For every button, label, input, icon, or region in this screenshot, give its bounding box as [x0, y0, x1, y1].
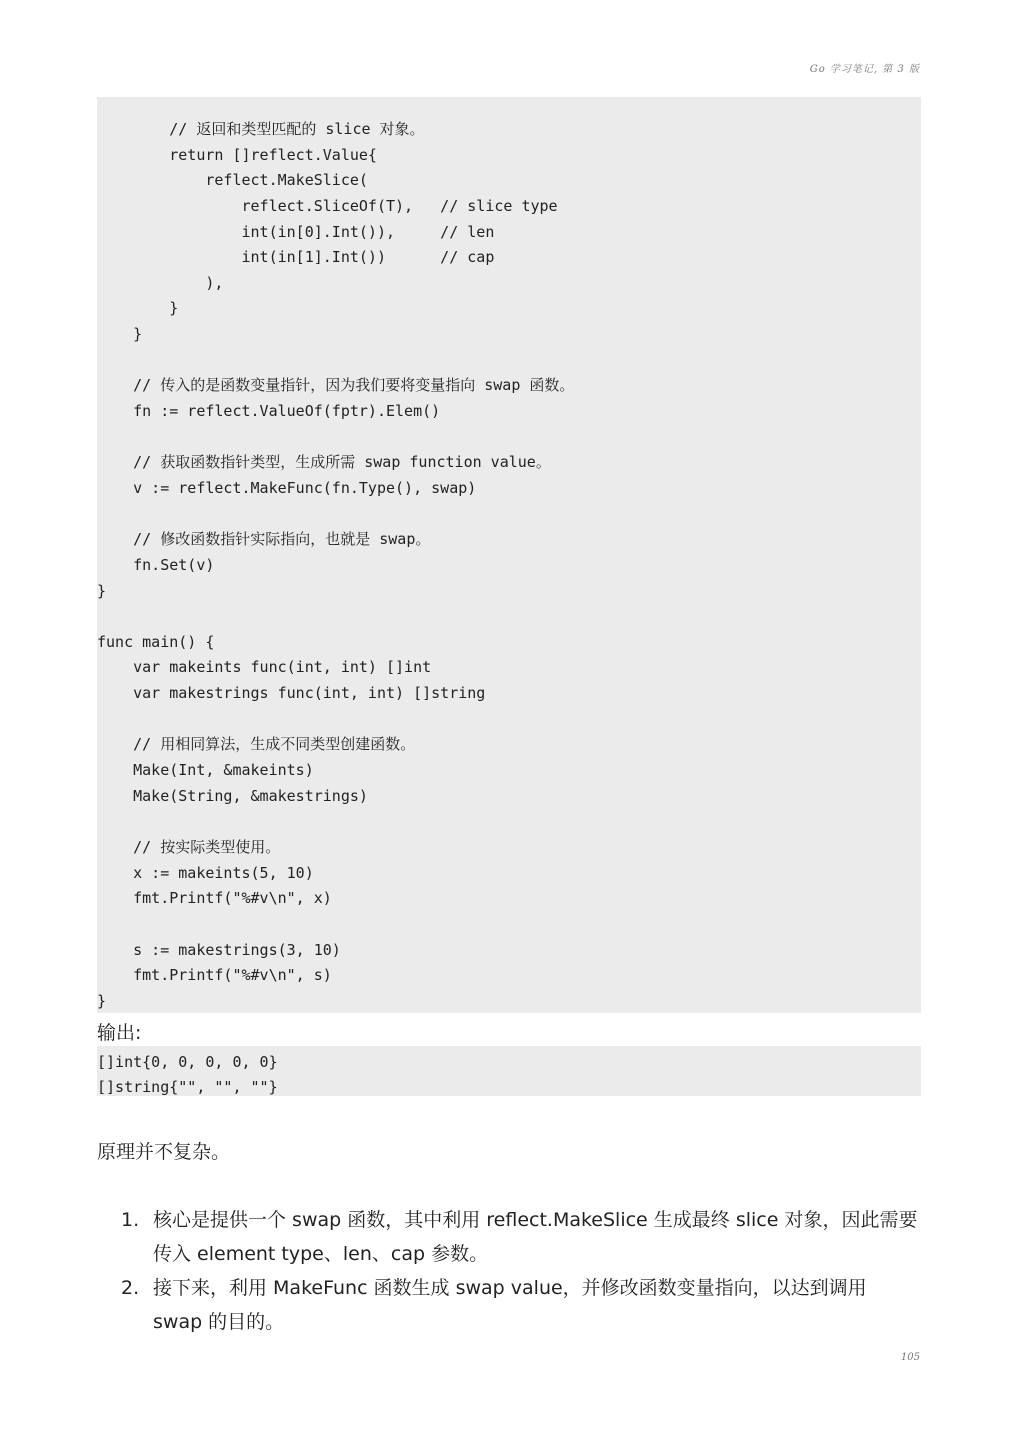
code-line: reflect.MakeSlice(	[97, 171, 368, 190]
numbered-list	[97, 1203, 921, 1339]
code-line: // 按实际类型使用。	[97, 837, 281, 856]
code-line: ),	[97, 273, 224, 292]
code-line: // 传入的是函数变量指针，因为我们要将变量指向 swap 函数。	[97, 376, 575, 395]
code-block-main	[97, 97, 921, 1013]
paragraph: 原理并不复杂。	[97, 1141, 231, 1163]
code-line: x := makeints(5, 10)	[97, 863, 314, 882]
page-number: 105	[900, 1352, 920, 1363]
code-line: v := reflect.MakeFunc(fn.Type(), swap)	[97, 478, 477, 497]
code-line: int(in[0].Int()), // len	[97, 222, 495, 241]
list-item-number: 1.	[121, 1209, 140, 1231]
code-line: Make(String, &makestrings)	[97, 786, 368, 805]
code-line: []int{0, 0, 0, 0, 0}	[97, 1053, 278, 1071]
code-line: }	[97, 325, 143, 344]
list-item	[97, 1271, 921, 1339]
code-line: []string{"", "", ""}	[97, 1078, 278, 1096]
code-line: fmt.Printf("%#v\n", x)	[97, 889, 332, 908]
code-line	[97, 425, 921, 451]
code-block-output	[97, 1046, 921, 1096]
code-line	[97, 707, 921, 733]
code-line: fn := reflect.ValueOf(fptr).Elem()	[97, 402, 441, 421]
list-item	[97, 1203, 921, 1271]
code-line: fmt.Printf("%#v\n", s)	[97, 966, 332, 985]
code-line: func main() {	[97, 632, 215, 651]
code-line: return []reflect.Value{	[97, 145, 377, 164]
code-line: var makeints func(int, int) []int	[97, 658, 432, 677]
list-item-text: 核心是提供一个 swap 函数，其中利用 reflect.MakeSlice 生成最终 slice 对象，因此需要传入 element type、len、cap 参数。	[153, 1209, 918, 1265]
code-line: }	[97, 581, 107, 600]
code-line: // 返回和类型匹配的 slice 对象。	[97, 120, 425, 138]
code-line: int(in[1].Int()) // cap	[97, 248, 495, 267]
code-line: s := makestrings(3, 10)	[97, 940, 341, 959]
running-header: Go 学习笔记, 第 3 版	[809, 64, 920, 75]
output-label: 输出:	[97, 1022, 142, 1044]
code-line: // 获取函数指针类型，生成所需 swap function value。	[97, 453, 551, 472]
code-line	[97, 604, 921, 630]
code-line	[97, 912, 921, 938]
code-line: // 修改函数指针实际指向，也就是 swap。	[97, 530, 431, 549]
list-item-number: 2.	[121, 1277, 140, 1299]
code-line: Make(Int, &makeints)	[97, 761, 314, 780]
code-line	[97, 502, 921, 528]
code-line: }	[97, 299, 179, 318]
code-line	[97, 348, 921, 374]
code-line: fn.Set(v)	[97, 555, 215, 574]
code-line: // 用相同算法，生成不同类型创建函数。	[97, 735, 416, 754]
code-line	[97, 809, 921, 835]
code-line: var makestrings func(int, int) []string	[97, 684, 486, 703]
code-line: reflect.SliceOf(T), // slice type	[97, 196, 558, 215]
code-line: }	[97, 991, 107, 1010]
list-item-text: 接下来，利用 MakeFunc 函数生成 swap value，并修改函数变量指向，以达到调用 swap 的目的。	[153, 1277, 867, 1333]
